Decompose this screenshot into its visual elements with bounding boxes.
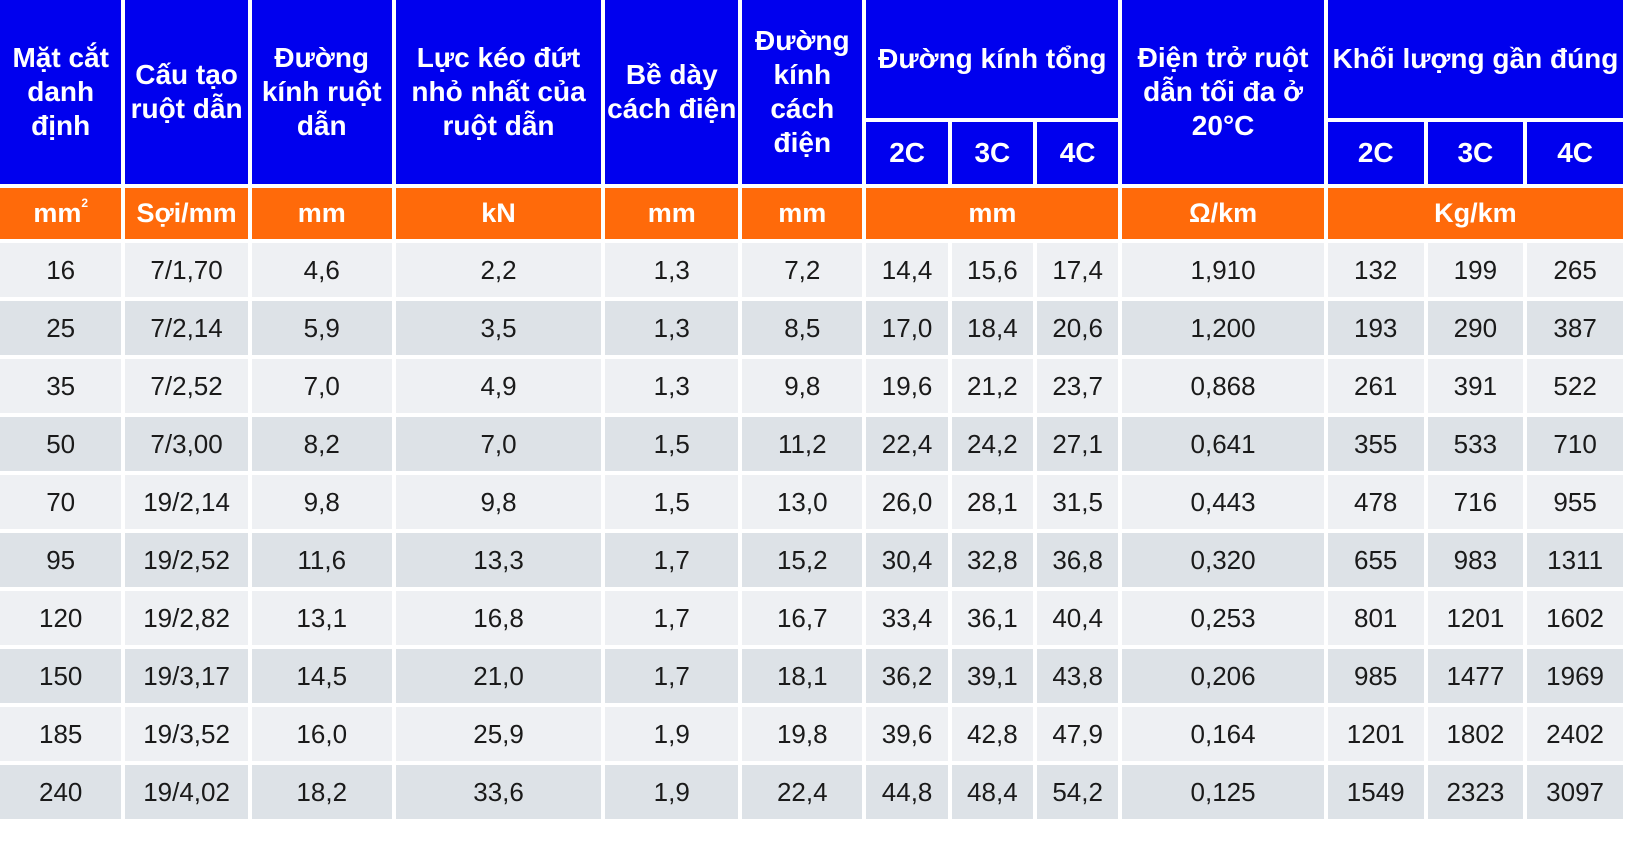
cell-weight-2c: 355 <box>1328 417 1424 471</box>
table-row <box>0 301 1623 355</box>
cell-weight-3c: 1201 <box>1428 591 1524 645</box>
header-overall-2c: 2C <box>866 122 947 184</box>
header-approx-weight: Khối lượng gần đúng <box>1328 0 1623 118</box>
cell-insulation-diameter: 19,8 <box>742 707 862 761</box>
cell-weight-2c: 193 <box>1328 301 1424 355</box>
cell-max-resistance: 0,320 <box>1122 533 1324 587</box>
header-overall-3c: 3C <box>952 122 1033 184</box>
cell-weight-4c: 1602 <box>1527 591 1623 645</box>
cell-weight-3c: 199 <box>1428 243 1524 297</box>
cell-insulation-thickness: 1,9 <box>605 765 738 819</box>
cell-weight-3c: 2323 <box>1428 765 1524 819</box>
cell-overall-3c: 36,1 <box>952 591 1033 645</box>
unit-overall-diameter: mm <box>866 188 1118 239</box>
cell-conductor-structure: 19/3,52 <box>125 707 247 761</box>
header-insulation-diameter: Đường kính cách điện <box>742 0 862 184</box>
cell-weight-2c: 1201 <box>1328 707 1424 761</box>
unit-area <box>0 188 121 239</box>
header-overall-4c: 4C <box>1037 122 1118 184</box>
cell-max-resistance: 0,206 <box>1122 649 1324 703</box>
cell-overall-2c: 33,4 <box>866 591 947 645</box>
cell-conductor-diameter: 5,9 <box>252 301 392 355</box>
cell-weight-3c: 983 <box>1428 533 1524 587</box>
cell-insulation-thickness: 1,3 <box>605 359 738 413</box>
cell-nominal-area: 150 <box>0 649 121 703</box>
unit-conductor-diameter: mm <box>252 188 392 239</box>
cell-insulation-thickness: 1,3 <box>605 301 738 355</box>
header-row <box>0 0 1623 118</box>
cell-min-breaking-force: 33,6 <box>396 765 602 819</box>
cell-insulation-diameter: 16,7 <box>742 591 862 645</box>
cell-min-breaking-force: 21,0 <box>396 649 602 703</box>
unit-area-superscript: 2 <box>81 196 89 210</box>
cell-overall-3c: 18,4 <box>952 301 1033 355</box>
cell-max-resistance: 0,868 <box>1122 359 1324 413</box>
header-weight-3c: 3C <box>1428 122 1524 184</box>
cell-overall-4c: 23,7 <box>1037 359 1118 413</box>
cell-overall-4c: 20,6 <box>1037 301 1118 355</box>
cell-overall-4c: 43,8 <box>1037 649 1118 703</box>
cell-conductor-diameter: 9,8 <box>252 475 392 529</box>
cell-insulation-thickness: 1,7 <box>605 533 738 587</box>
cell-weight-2c: 1549 <box>1328 765 1424 819</box>
cell-conductor-structure: 19/2,82 <box>125 591 247 645</box>
cell-overall-3c: 32,8 <box>952 533 1033 587</box>
unit-area-text: mm <box>33 198 82 228</box>
table-body <box>0 243 1623 819</box>
header-conductor-diameter: Đường kính ruột dẫn <box>252 0 392 184</box>
cell-insulation-diameter: 18,1 <box>742 649 862 703</box>
cell-overall-3c: 28,1 <box>952 475 1033 529</box>
cell-max-resistance: 1,200 <box>1122 301 1324 355</box>
cell-weight-4c: 1969 <box>1527 649 1623 703</box>
cell-min-breaking-force: 7,0 <box>396 417 602 471</box>
cell-nominal-area: 35 <box>0 359 121 413</box>
cell-overall-3c: 15,6 <box>952 243 1033 297</box>
cell-overall-2c: 36,2 <box>866 649 947 703</box>
cell-overall-3c: 24,2 <box>952 417 1033 471</box>
cell-weight-2c: 132 <box>1328 243 1424 297</box>
cell-min-breaking-force: 2,2 <box>396 243 602 297</box>
cell-min-breaking-force: 9,8 <box>396 475 602 529</box>
cell-weight-2c: 261 <box>1328 359 1424 413</box>
cell-max-resistance: 0,641 <box>1122 417 1324 471</box>
header-overall-diameter: Đường kính tổng <box>866 0 1118 118</box>
cell-insulation-diameter: 8,5 <box>742 301 862 355</box>
cell-conductor-structure: 19/4,02 <box>125 765 247 819</box>
cell-conductor-structure: 7/2,52 <box>125 359 247 413</box>
cell-overall-2c: 17,0 <box>866 301 947 355</box>
cell-nominal-area: 25 <box>0 301 121 355</box>
cell-nominal-area: 120 <box>0 591 121 645</box>
cell-conductor-diameter: 18,2 <box>252 765 392 819</box>
cell-conductor-structure: 7/3,00 <box>125 417 247 471</box>
cell-overall-4c: 47,9 <box>1037 707 1118 761</box>
cell-max-resistance: 0,253 <box>1122 591 1324 645</box>
cell-insulation-thickness: 1,3 <box>605 243 738 297</box>
cell-nominal-area: 70 <box>0 475 121 529</box>
cell-nominal-area: 95 <box>0 533 121 587</box>
cell-overall-4c: 27,1 <box>1037 417 1118 471</box>
table-row <box>0 243 1623 297</box>
cell-conductor-diameter: 16,0 <box>252 707 392 761</box>
cell-conductor-diameter: 14,5 <box>252 649 392 703</box>
cell-overall-4c: 31,5 <box>1037 475 1118 529</box>
cell-weight-4c: 522 <box>1527 359 1623 413</box>
header-conductor-structure: Cấu tạo ruột dẫn <box>125 0 247 184</box>
cell-min-breaking-force: 13,3 <box>396 533 602 587</box>
cell-max-resistance: 0,443 <box>1122 475 1324 529</box>
unit-weight: Kg/km <box>1328 188 1623 239</box>
cell-insulation-diameter: 9,8 <box>742 359 862 413</box>
table-row <box>0 707 1623 761</box>
cell-conductor-diameter: 13,1 <box>252 591 392 645</box>
cell-weight-3c: 391 <box>1428 359 1524 413</box>
cell-weight-4c: 2402 <box>1527 707 1623 761</box>
cell-min-breaking-force: 4,9 <box>396 359 602 413</box>
cell-insulation-thickness: 1,7 <box>605 649 738 703</box>
cell-conductor-structure: 19/2,14 <box>125 475 247 529</box>
cell-overall-2c: 19,6 <box>866 359 947 413</box>
cell-max-resistance: 1,910 <box>1122 243 1324 297</box>
cell-overall-4c: 40,4 <box>1037 591 1118 645</box>
cell-weight-4c: 710 <box>1527 417 1623 471</box>
cell-overall-3c: 42,8 <box>952 707 1033 761</box>
cell-insulation-diameter: 11,2 <box>742 417 862 471</box>
table-row <box>0 475 1623 529</box>
header-min-breaking-force: Lực kéo đứt nhỏ nhất của ruột dẫn <box>396 0 602 184</box>
header-weight-2c: 2C <box>1328 122 1424 184</box>
unit-thickness: mm <box>605 188 738 239</box>
cell-overall-4c: 54,2 <box>1037 765 1118 819</box>
cell-weight-2c: 985 <box>1328 649 1424 703</box>
cell-insulation-thickness: 1,5 <box>605 417 738 471</box>
cell-weight-3c: 716 <box>1428 475 1524 529</box>
cell-nominal-area: 185 <box>0 707 121 761</box>
cell-overall-3c: 21,2 <box>952 359 1033 413</box>
cell-insulation-thickness: 1,5 <box>605 475 738 529</box>
cell-conductor-structure: 7/2,14 <box>125 301 247 355</box>
table-row <box>0 533 1623 587</box>
cell-conductor-diameter: 11,6 <box>252 533 392 587</box>
cell-overall-2c: 39,6 <box>866 707 947 761</box>
cell-max-resistance: 0,125 <box>1122 765 1324 819</box>
cell-weight-3c: 1802 <box>1428 707 1524 761</box>
cell-overall-3c: 48,4 <box>952 765 1033 819</box>
cell-conductor-structure: 19/2,52 <box>125 533 247 587</box>
cell-nominal-area: 16 <box>0 243 121 297</box>
cell-insulation-diameter: 13,0 <box>742 475 862 529</box>
header-max-resistance: Điện trở ruột dẫn tối đa ở 20°C <box>1122 0 1324 184</box>
cell-insulation-diameter: 7,2 <box>742 243 862 297</box>
unit-structure: Sợi/mm <box>125 188 247 239</box>
cell-overall-2c: 26,0 <box>866 475 947 529</box>
cell-conductor-structure: 19/3,17 <box>125 649 247 703</box>
units-row <box>0 188 1623 239</box>
cell-insulation-diameter: 15,2 <box>742 533 862 587</box>
cell-max-resistance: 0,164 <box>1122 707 1324 761</box>
cell-overall-2c: 30,4 <box>866 533 947 587</box>
cell-weight-3c: 1477 <box>1428 649 1524 703</box>
cell-min-breaking-force: 3,5 <box>396 301 602 355</box>
cell-overall-4c: 17,4 <box>1037 243 1118 297</box>
unit-resistance: Ω/km <box>1122 188 1324 239</box>
cell-weight-4c: 955 <box>1527 475 1623 529</box>
header-nominal-area: Mặt cắt danh định <box>0 0 121 184</box>
cell-nominal-area: 240 <box>0 765 121 819</box>
cell-weight-3c: 533 <box>1428 417 1524 471</box>
cell-overall-2c: 44,8 <box>866 765 947 819</box>
cell-overall-2c: 22,4 <box>866 417 947 471</box>
cell-weight-4c: 265 <box>1527 243 1623 297</box>
cell-conductor-diameter: 4,6 <box>252 243 392 297</box>
cell-weight-2c: 801 <box>1328 591 1424 645</box>
cell-conductor-diameter: 7,0 <box>252 359 392 413</box>
cell-conductor-structure: 7/1,70 <box>125 243 247 297</box>
cell-overall-2c: 14,4 <box>866 243 947 297</box>
cell-min-breaking-force: 25,9 <box>396 707 602 761</box>
cell-weight-2c: 478 <box>1328 475 1424 529</box>
table-row <box>0 417 1623 471</box>
cell-weight-4c: 3097 <box>1527 765 1623 819</box>
cell-overall-3c: 39,1 <box>952 649 1033 703</box>
table-row <box>0 649 1623 703</box>
table-row <box>0 765 1623 819</box>
header-weight-4c: 4C <box>1527 122 1623 184</box>
cell-insulation-diameter: 22,4 <box>742 765 862 819</box>
cell-min-breaking-force: 16,8 <box>396 591 602 645</box>
cell-nominal-area: 50 <box>0 417 121 471</box>
cell-weight-4c: 1311 <box>1527 533 1623 587</box>
cell-insulation-thickness: 1,9 <box>605 707 738 761</box>
cell-conductor-diameter: 8,2 <box>252 417 392 471</box>
table-row <box>0 591 1623 645</box>
unit-force: kN <box>396 188 602 239</box>
table-row <box>0 359 1623 413</box>
cell-insulation-thickness: 1,7 <box>605 591 738 645</box>
cell-weight-3c: 290 <box>1428 301 1524 355</box>
cell-overall-4c: 36,8 <box>1037 533 1118 587</box>
cell-weight-4c: 387 <box>1527 301 1623 355</box>
header-insulation-thickness: Bề dày cách điện <box>605 0 738 184</box>
cell-weight-2c: 655 <box>1328 533 1424 587</box>
unit-insulation-diameter: mm <box>742 188 862 239</box>
